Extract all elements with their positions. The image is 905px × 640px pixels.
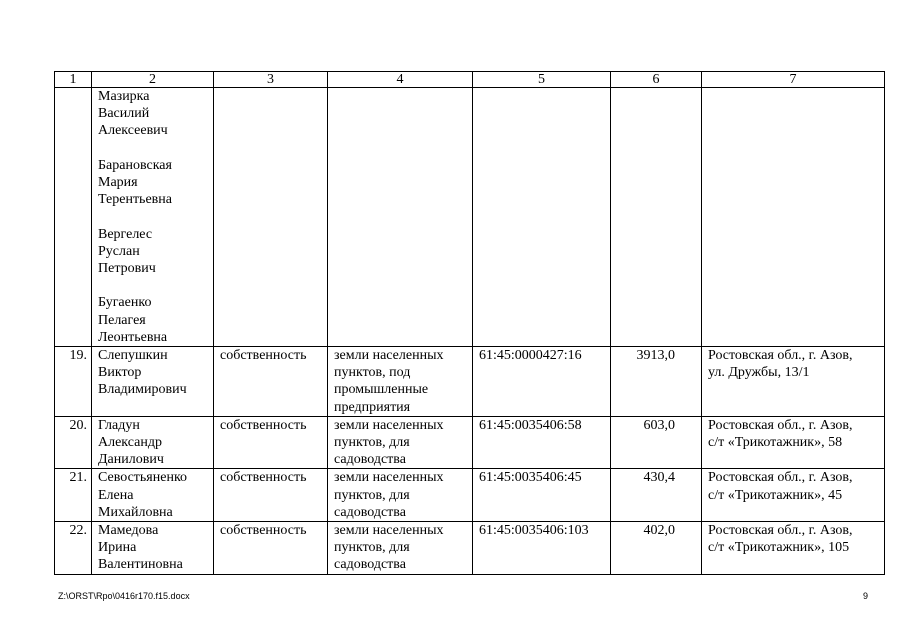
document-file-path: Z:\ORST\Rpo\0416r170.f15.docx	[58, 591, 190, 601]
cadastral-number: 61:45:0000427:16	[479, 348, 582, 364]
continuation-names-cell	[92, 88, 214, 347]
owner-name: Слепушкин Виктор Владимирович	[98, 348, 187, 398]
page-number: 9	[862, 591, 868, 601]
table-row	[55, 416, 885, 469]
header-cell-2: 2	[92, 72, 214, 88]
land-area: 402,0	[643, 523, 675, 539]
continuation-empty-cell	[702, 88, 885, 347]
table-row	[55, 522, 885, 575]
owner-names-list: Мазирка Василий Алексеевич Барановская Мария Терентьевна Вергелес Руслан Петрович Бугаенко Пелагея Леонтьевна	[98, 89, 172, 345]
ownership-type: собственность	[220, 470, 307, 486]
ownership-type: собственность	[220, 523, 307, 539]
cadastral-number: 61:45:0035406:45	[479, 470, 582, 486]
land-category: земли населенных пунктов, для садоводства	[334, 523, 444, 573]
header-cell-4: 4	[328, 72, 473, 88]
owner-name: Мамедова Ирина Валентиновна	[98, 523, 183, 573]
table-row	[55, 469, 885, 522]
land-address: Ростовская обл., г. Азов, с/т «Трикотажник», 105	[708, 523, 853, 556]
land-category: земли населенных пунктов, для садоводства	[334, 470, 444, 520]
table-row	[55, 347, 885, 417]
land-area: 603,0	[643, 417, 675, 433]
header-cell-3: 3	[214, 72, 328, 88]
land-address: Ростовская обл., г. Азов, с/т «Трикотажник», 45	[708, 470, 853, 503]
continuation-num-cell	[55, 88, 92, 347]
land-area: 430,4	[643, 470, 675, 486]
header-cell-1: 1	[55, 72, 92, 88]
row-number: 22.	[69, 523, 87, 539]
land-address: Ростовская обл., г. Азов, с/т «Трикотажник», 58	[708, 417, 853, 451]
row-number: 20.	[69, 417, 87, 433]
land-area: 3913,0	[636, 348, 675, 364]
continuation-row	[55, 88, 885, 347]
land-registry-table	[54, 71, 885, 575]
header-cell-6: 6	[611, 72, 702, 88]
continuation-empty-cell	[214, 88, 328, 347]
land-category: земли населенных пунктов, для садоводства	[334, 417, 444, 468]
land-category: земли населенных пунктов, под промышленные предприятия	[334, 348, 444, 415]
row-number: 19.	[69, 348, 87, 364]
continuation-empty-cell	[328, 88, 473, 347]
row-number: 21.	[69, 470, 87, 486]
header-cell-7: 7	[702, 72, 885, 88]
cadastral-number: 61:45:0035406:58	[479, 417, 582, 433]
header-row	[55, 72, 885, 88]
continuation-empty-cell	[473, 88, 611, 347]
owner-name: Гладун Александр Данилович	[98, 417, 164, 468]
ownership-type: собственность	[220, 348, 307, 364]
owner-name: Севостьяненко Елена Михайловна	[98, 470, 188, 520]
ownership-type: собственность	[220, 417, 307, 433]
continuation-empty-cell	[611, 88, 702, 347]
header-cell-5: 5	[473, 72, 611, 88]
land-address: Ростовская обл., г. Азов, ул. Дружбы, 13/1	[708, 348, 853, 381]
cadastral-number: 61:45:0035406:103	[479, 523, 589, 539]
